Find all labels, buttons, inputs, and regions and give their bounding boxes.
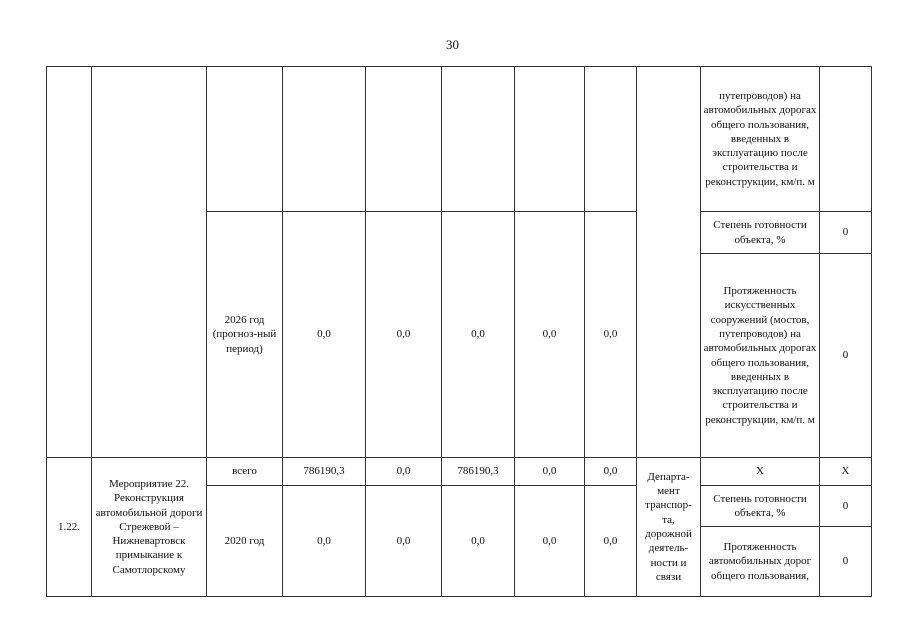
table-row <box>47 67 872 212</box>
year-cell: 2020 год <box>207 486 283 597</box>
value-cell: 0,0 <box>515 486 585 597</box>
total-label-cell: всего <box>207 458 283 486</box>
indicator-name-cell: Протяженность автомобильных дорог общего пользования, <box>701 527 820 597</box>
indicator-name-cell: Протяженность искусственных сооружений (мостов, путепроводов) на автомобильных дорогах общего пользования, введенных в эксплуатацию после строительства и реконструкции, км/п. м <box>701 254 820 458</box>
value-cell: 0,0 <box>515 458 585 486</box>
value-cell: 0,0 <box>585 212 637 458</box>
number-cell-empty <box>47 67 92 458</box>
year-cell-empty <box>207 67 283 212</box>
indicator-name-cell: Х <box>701 458 820 486</box>
value-cell: 0,0 <box>366 212 442 458</box>
name-cell-empty <box>92 67 207 458</box>
value-cell: 0,0 <box>283 486 366 597</box>
measure-name-cell: Мероприятие 22. Реконструкция автомобильной дороги Стрежевой – Нижневартовск примыкание к Самотлорскому <box>92 458 207 597</box>
indicator-name-cell: Степень готовности объекта, % <box>701 486 820 527</box>
value-cell: 0,0 <box>366 486 442 597</box>
table-row <box>47 458 872 486</box>
executor-cell: Департа-мент транспор-та, дорожной деятель-ности и связи <box>637 458 701 597</box>
page-number: 30 <box>446 37 459 52</box>
value-cell: 786190,3 <box>442 458 515 486</box>
year-cell: 2026 год (прогноз-ный период) <box>207 212 283 458</box>
program-table <box>46 66 872 597</box>
indicator-value-cell: 0 <box>820 527 872 597</box>
indicator-value-cell: 0 <box>820 486 872 527</box>
indicator-value-cell: 0 <box>820 254 872 458</box>
indicator-value-cell: Х <box>820 458 872 486</box>
indicator-value-cell: 0 <box>820 212 872 254</box>
value-cell: 0,0 <box>585 458 637 486</box>
measure-number-cell: 1.22. <box>47 458 92 597</box>
value-cell: 0,0 <box>283 212 366 458</box>
indicator-value-cell-empty <box>820 67 872 212</box>
value-cell: 0,0 <box>515 212 585 458</box>
value-cell: 0,0 <box>442 212 515 458</box>
indicator-name-cell: Степень готовности объекта, % <box>701 212 820 254</box>
value-cell: 0,0 <box>366 458 442 486</box>
value-cell: 786190,3 <box>283 458 366 486</box>
value-cell: 0,0 <box>585 486 637 597</box>
indicator-name-cell: путепроводов) на автомобильных дорогах общего пользования, введенных в эксплуатацию после строительства и реконструкции, км/п. м <box>701 67 820 212</box>
executor-cell-empty <box>637 67 701 458</box>
value-cell: 0,0 <box>442 486 515 597</box>
